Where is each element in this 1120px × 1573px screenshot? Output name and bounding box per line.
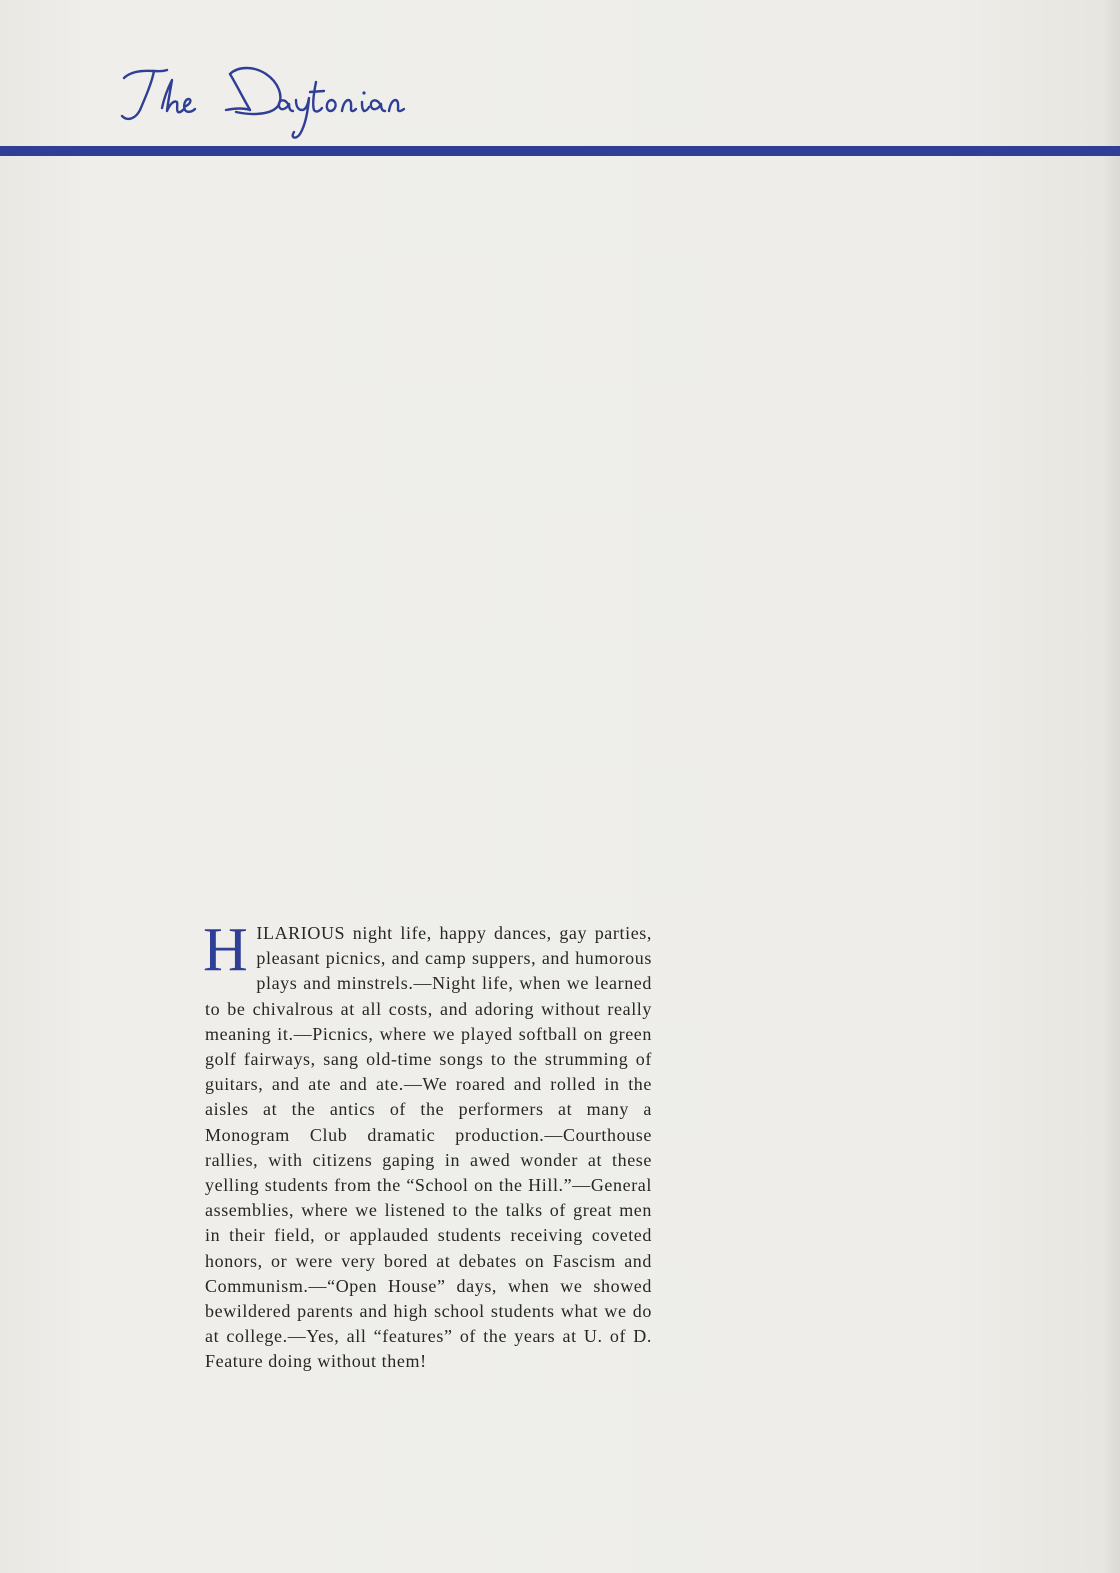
article-text: ILARIOUS night life, happy dances, gay parties, pleasant picnics, and camp suppers, and humorous plays and minstrels.—Night life, when we learned to be chivalrous at all costs, and adoring without really meaning it.—Picnics, where we played softball on green golf fairways, sang old-time songs to the strumming of guitars, and ate and ate.—We roared and rolled in the aisles at the antics of the performers at many a Monogram Club dramatic production.—Courthouse rallies, with citizens gaping in awed wonder at these yelling students from the “School on the Hill.”—General assemblies, where we listened to the talks of great men in their field, or applauded students receiving coveted honors, or were very bored at debates on Fascism and Communism.—“Open House” days, when we showed bewildered parents and high school students what we do at college.—Yes, all “features” of the years at U. of D. Feature doing without them! <box>205 923 652 1372</box>
page-edge-shadow <box>1102 0 1120 1573</box>
header-title <box>118 58 478 148</box>
script-title-logo <box>118 58 478 148</box>
header-rule <box>0 146 1120 156</box>
article-paragraph <box>203 916 652 1375</box>
dropcap-letter: H <box>203 916 249 984</box>
